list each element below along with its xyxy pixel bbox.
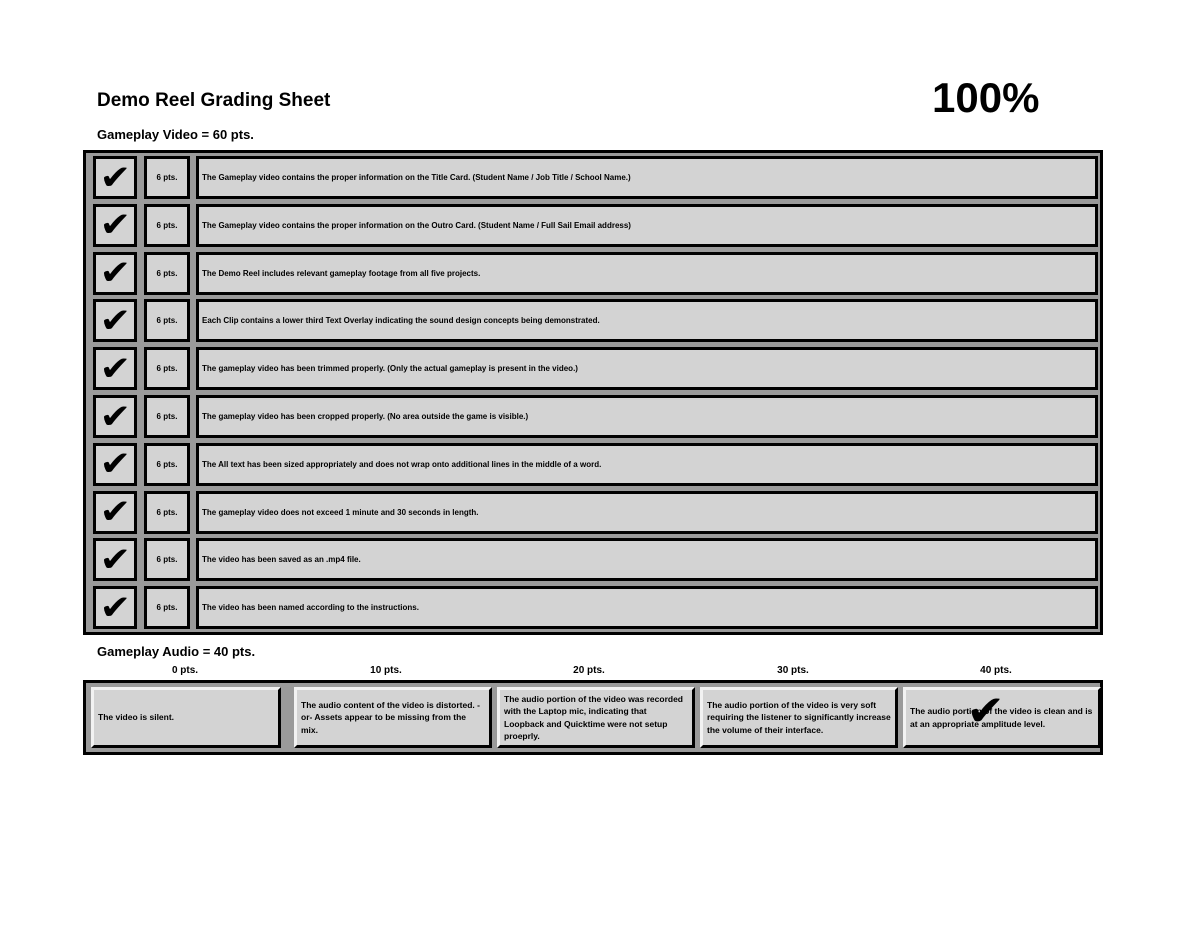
points-cell: 6 pts. (144, 204, 190, 247)
check-mark-icon: ✔ (99, 205, 131, 246)
criteria-row (93, 491, 1098, 534)
criteria-row (93, 156, 1098, 199)
check-mark-icon: ✔ (99, 539, 131, 580)
check-mark-icon: ✔ (99, 300, 131, 341)
gameplay-video-table (83, 150, 1103, 635)
check-mark-icon: ✔ (99, 587, 131, 628)
criteria-row (93, 252, 1098, 295)
points-cell: 6 pts. (144, 252, 190, 295)
criteria-description: The gameplay video has been trimmed properly. (Only the actual gameplay is present in the video.) (196, 347, 1098, 390)
audio-level-heading: 0 pts. (171, 665, 199, 676)
points-cell: 6 pts. (144, 586, 190, 629)
check-mark-icon: ✔ (99, 348, 131, 389)
points-cell: 6 pts. (144, 395, 190, 438)
criteria-row (93, 299, 1098, 342)
audio-level-heading: 10 pts. (370, 665, 402, 676)
page-title: Demo Reel Grading Sheet (97, 90, 331, 111)
audio-check-mark-icon: ✔ (966, 686, 1005, 735)
criteria-description: The Gameplay video contains the proper information on the Title Card. (Student Name / Job Title / School Name.) (196, 156, 1098, 199)
checkbox-cell[interactable] (93, 204, 137, 247)
audio-level-cell[interactable]: The audio portion of the video is very soft requiring the listener to significantly increase the volume of their interface. (700, 687, 898, 748)
points-cell: 6 pts. (144, 299, 190, 342)
check-mark-icon: ✔ (99, 444, 131, 485)
criteria-row (93, 586, 1098, 629)
criteria-row (93, 204, 1098, 247)
check-mark-icon: ✔ (99, 253, 131, 294)
criteria-description: The gameplay video has been cropped properly. (No area outside the game is visible.) (196, 395, 1098, 438)
gameplay-audio-table (83, 680, 1103, 755)
criteria-description: Each Clip contains a lower third Text Overlay indicating the sound design concepts being demonstrated. (196, 299, 1098, 342)
points-cell: 6 pts. (144, 347, 190, 390)
checkbox-cell[interactable] (93, 538, 137, 581)
audio-level-cell[interactable]: The audio portion of the video is clean and is at an appropriate amplitude level. (903, 687, 1101, 748)
criteria-description: The Demo Reel includes relevant gameplay footage from all five projects. (196, 252, 1098, 295)
checkbox-cell[interactable] (93, 586, 137, 629)
total-score: 100% (932, 74, 1040, 121)
criteria-row (93, 538, 1098, 581)
points-cell: 6 pts. (144, 491, 190, 534)
audio-level-cell[interactable]: The video is silent. (91, 687, 281, 748)
checkbox-cell[interactable] (93, 299, 137, 342)
criteria-row (93, 443, 1098, 486)
criteria-description: The Gameplay video contains the proper information on the Outro Card. (Student Name / Full Sail Email address) (196, 204, 1098, 247)
checkbox-cell[interactable] (93, 347, 137, 390)
audio-level-cell[interactable]: The audio content of the video is distorted. -or- Assets appear to be missing from the mix. (294, 687, 492, 748)
audio-level-heading: 40 pts. (980, 665, 1012, 676)
gameplay-video-heading: Gameplay Video = 60 pts. (97, 127, 254, 142)
points-cell: 6 pts. (144, 156, 190, 199)
audio-level-cell[interactable]: The audio portion of the video was recorded with the Laptop mic, indicating that Loopback and Quicktime were not setup proeprly. (497, 687, 695, 748)
checkbox-cell[interactable] (93, 252, 137, 295)
points-cell: 6 pts. (144, 538, 190, 581)
criteria-description: The video has been named according to the instructions. (196, 586, 1098, 629)
checkbox-cell[interactable] (93, 443, 137, 486)
criteria-row (93, 395, 1098, 438)
checkbox-cell[interactable] (93, 395, 137, 438)
criteria-description: The All text has been sized appropriately and does not wrap onto additional lines in the middle of a word. (196, 443, 1098, 486)
gameplay-audio-heading: Gameplay Audio = 40 pts. (97, 644, 256, 659)
check-mark-icon: ✔ (99, 157, 131, 198)
checkbox-cell[interactable] (93, 156, 137, 199)
points-cell: 6 pts. (144, 443, 190, 486)
criteria-description: The video has been saved as an .mp4 file. (196, 538, 1098, 581)
criteria-description: The gameplay video does not exceed 1 minute and 30 seconds in length. (196, 491, 1098, 534)
criteria-row (93, 347, 1098, 390)
check-mark-icon: ✔ (99, 492, 131, 533)
audio-level-heading: 20 pts. (573, 665, 605, 676)
check-mark-icon: ✔ (99, 396, 131, 437)
audio-level-heading: 30 pts. (777, 665, 809, 676)
checkbox-cell[interactable] (93, 491, 137, 534)
